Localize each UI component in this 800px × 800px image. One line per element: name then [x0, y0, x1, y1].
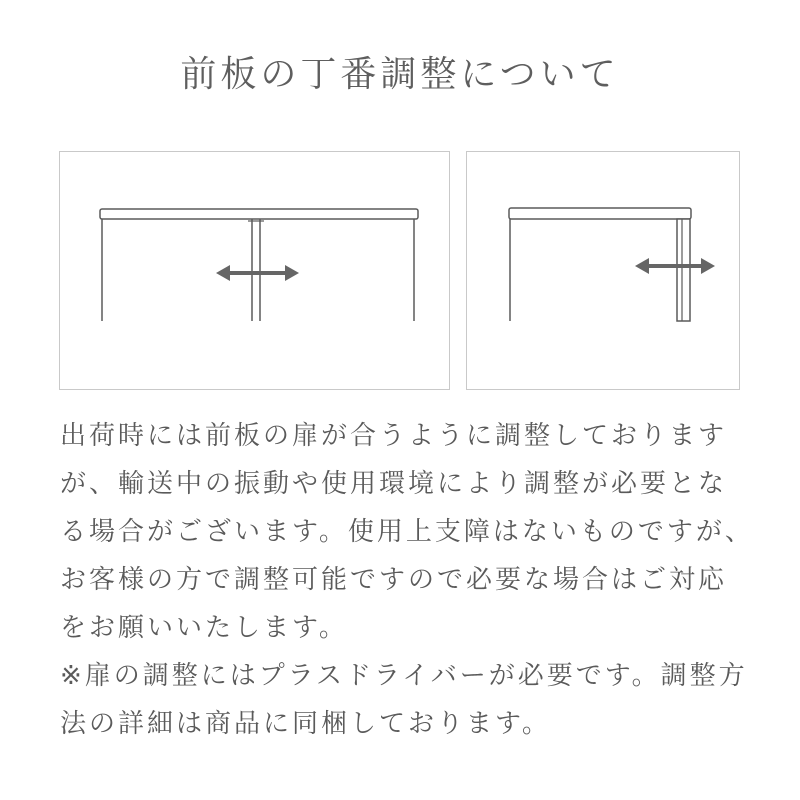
description-line: 出荷時には前板の扉が合うように調整しております — [60, 421, 728, 451]
description-text — [60, 412, 780, 748]
front-view-panel — [59, 151, 450, 390]
door-panel — [677, 219, 690, 321]
table-front-view-diagram — [60, 152, 451, 391]
top-board — [509, 208, 691, 219]
side-view-panel — [466, 151, 740, 390]
top-board — [100, 209, 418, 219]
page-title: 前板の丁番調整について — [180, 54, 620, 95]
note-line: 法の詳細は商品に同梱しております。 — [60, 709, 551, 739]
table-side-view-diagram — [467, 152, 741, 391]
description-line: る場合がございます。使用上支障はないものですが、 — [60, 517, 754, 547]
description-line: が、輸送中の振動や使用環境により調整が必要とな — [60, 469, 728, 499]
description-line: お客様の方で調整可能ですので必要な場合はご対応 — [60, 565, 728, 595]
note-line: ※扉の調整にはプラスドライバーが必要です。調整方 — [60, 661, 748, 691]
double-arrow-icon — [635, 258, 715, 274]
double-arrow-icon — [216, 265, 299, 281]
description-line: をお願いいたします。 — [60, 613, 348, 643]
